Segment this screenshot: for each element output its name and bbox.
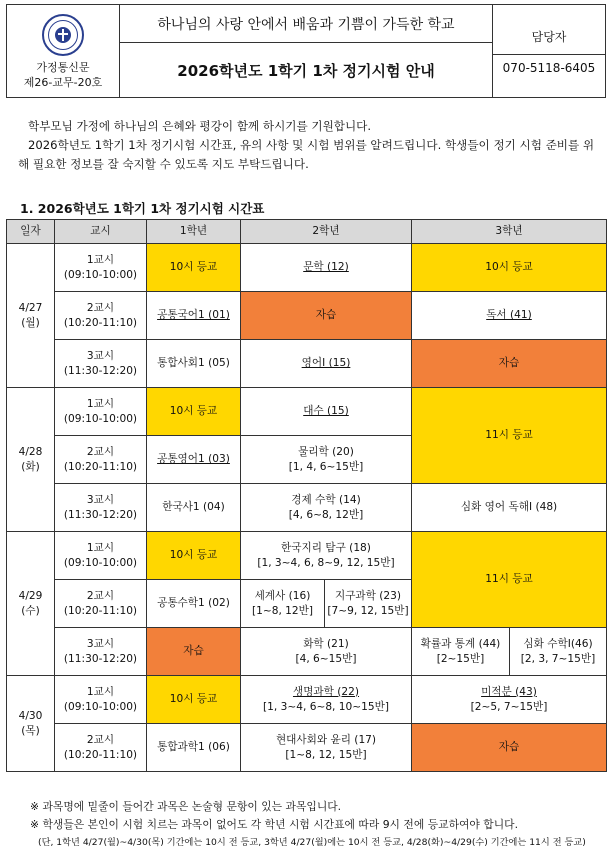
grade3-cell: 자습 <box>412 724 607 772</box>
grade3-cell: 자습 <box>412 340 607 388</box>
table-row <box>7 292 607 340</box>
grade3-cell: 11시 등교 <box>412 532 607 628</box>
table-header-row <box>7 220 607 244</box>
grade1-cell: 공통국어1 (01) <box>147 292 241 340</box>
grade2-cell: 문학 (12) <box>241 244 412 292</box>
intro-line-2: 2026학년도 1학기 1차 정기시험 시간표, 유의 사항 및 시험 범위를 알려드립니다. 학생들이 정기 시험 준비를 위해 필요한 정보를 잘 숙지할 수 있도록 지도 부탁드립니다. <box>18 138 595 171</box>
period-cell: 3교시 (11:30-12:20) <box>55 628 147 676</box>
note-attendance: ※ 학생들은 본인이 시험 치르는 과목이 없어도 각 학년 시험 시간표에 따라 9시 전에 등교하여야 합니다. <box>30 818 519 831</box>
notes <box>30 798 610 852</box>
page-title: 2026학년도 1학기 1차 정기시험 안내 <box>120 43 493 98</box>
date-cell: 4/30 (목) <box>7 676 55 772</box>
grade1-cell: 공통수학1 (02) <box>147 580 241 628</box>
period-cell: 2교시 (10:20-11:10) <box>55 436 147 484</box>
grade1-cell: 10시 등교 <box>147 532 241 580</box>
col-header-date: 일자 <box>7 220 55 244</box>
table-row <box>7 532 607 580</box>
table-row <box>7 676 607 724</box>
school-logo-cell <box>7 5 120 98</box>
school-logo-icon <box>42 14 84 56</box>
period-cell: 2교시 (10:20-11:10) <box>55 580 147 628</box>
table-row <box>7 628 607 676</box>
col-header-grade3: 3학년 <box>412 220 607 244</box>
doc-number: 제26-교무-20호 <box>23 76 103 89</box>
grade2-cell: 물리학 (20) [1, 4, 6~15반] <box>241 436 412 484</box>
period-cell: 2교시 (10:20-11:10) <box>55 724 147 772</box>
contact-label: 담당자 <box>531 29 567 44</box>
period-cell: 3교시 (11:30-12:20) <box>55 484 147 532</box>
col-header-period: 교시 <box>55 220 147 244</box>
school-slogan: 하나님의 사랑 안에서 배움과 기쁨이 가득한 학교 <box>120 5 493 43</box>
grade1-cell: 통합과학1 (06) <box>147 724 241 772</box>
col-header-grade1: 1학년 <box>147 220 241 244</box>
period-cell: 1교시 (09:10-10:00) <box>55 388 147 436</box>
note-exception: (단, 1학년 4/27(월)~4/30(목) 기간에는 10시 전 등교, 3학년 4/27(월)에는 10시 전 등교, 4/28(화)~4/29(수) 기간에는 11시 전 등교) <box>38 837 586 848</box>
grade2-cell-split-a: 세계사 (16) [1~8, 12반] <box>241 580 325 628</box>
period-cell: 1교시 (09:10-10:00) <box>55 532 147 580</box>
grade1-cell: 공통영어1 (03) <box>147 436 241 484</box>
table-row <box>7 484 607 532</box>
grade1-cell: 10시 등교 <box>147 244 241 292</box>
contact-phone: 070-5118-6405 <box>502 60 596 75</box>
table-row <box>7 340 607 388</box>
period-cell: 3교시 (11:30-12:20) <box>55 340 147 388</box>
exam-schedule-table <box>6 219 607 772</box>
grade3-cell-split-b: 심화 수학Ⅰ(46) [2, 3, 7~15반] <box>510 628 607 676</box>
col-header-grade2: 2학년 <box>241 220 412 244</box>
intro-text <box>18 117 598 174</box>
grade2-cell-split-b: 지구과학 (23) [7~9, 12, 15반] <box>325 580 412 628</box>
date-cell: 4/29 (수) <box>7 532 55 676</box>
grade2-cell: 자습 <box>241 292 412 340</box>
grade1-cell: 통합사회1 (05) <box>147 340 241 388</box>
grade3-cell: 11시 등교 <box>412 388 607 484</box>
grade2-cell: 한국지리 탐구 (18) [1, 3~4, 6, 8~9, 12, 15반] <box>241 532 412 580</box>
grade1-cell: 10시 등교 <box>147 676 241 724</box>
date-cell: 4/27 (월) <box>7 244 55 388</box>
date-cell: 4/28 (화) <box>7 388 55 532</box>
contact-divider <box>493 54 605 55</box>
doc-type: 가정통신문 <box>36 61 90 74</box>
grade1-cell: 자습 <box>147 628 241 676</box>
grade3-cell: 심화 영어 독해Ⅰ (48) <box>412 484 607 532</box>
grade2-cell: 화학 (21) [4, 6~15반] <box>241 628 412 676</box>
period-cell: 2교시 (10:20-11:10) <box>55 292 147 340</box>
notice-header <box>6 4 606 98</box>
intro-line-1: 학부모님 가정에 하나님의 은혜와 평강이 함께 하시기를 기원합니다. <box>28 119 372 133</box>
period-cell: 1교시 (09:10-10:00) <box>55 244 147 292</box>
grade2-cell: 영어Ⅰ (15) <box>241 340 412 388</box>
contact-cell <box>493 5 606 98</box>
grade2-cell: 대수 (15) <box>241 388 412 436</box>
grade3-cell: 독서 (41) <box>412 292 607 340</box>
grade2-cell: 생명과학 (22) [1, 3~4, 6~8, 10~15반] <box>241 676 412 724</box>
grade3-cell-split-a: 확률과 통계 (44) [2~15반] <box>412 628 510 676</box>
grade2-cell: 경제 수학 (14) [4, 6~8, 12반] <box>241 484 412 532</box>
section-title: 1. 2026학년도 1학기 1차 정기시험 시간표 <box>20 201 265 216</box>
grade1-cell: 10시 등교 <box>147 388 241 436</box>
table-row <box>7 724 607 772</box>
grade3-cell: 미적분 (43) [2~5, 7~15반] <box>412 676 607 724</box>
grade2-cell: 현대사회와 윤리 (17) [1~8, 12, 15반] <box>241 724 412 772</box>
table-row <box>7 244 607 292</box>
note-essay: ※ 과목명에 밑줄이 들어간 과목은 논술형 문항이 있는 과목입니다. <box>30 800 342 813</box>
period-cell: 1교시 (09:10-10:00) <box>55 676 147 724</box>
grade1-cell: 한국사1 (04) <box>147 484 241 532</box>
table-row <box>7 388 607 436</box>
grade3-cell: 10시 등교 <box>412 244 607 292</box>
